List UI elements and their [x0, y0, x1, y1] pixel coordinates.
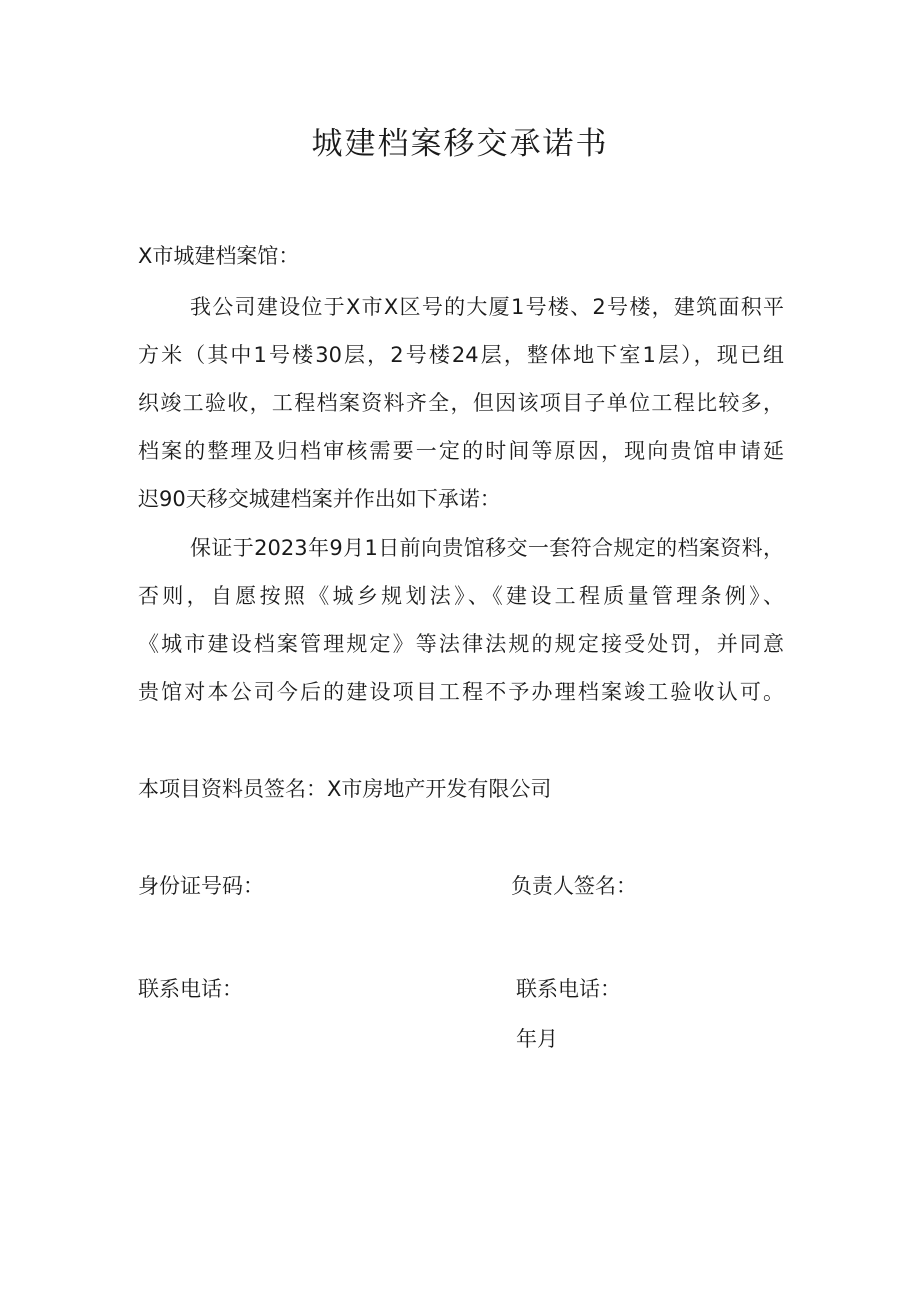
paragraph1-line-4: 档案的整理及归档审核需要一定的时间等原因，现向贵馆申请延: [138, 439, 784, 463]
clerk-signature: 本项目资料员签名：X市房地产开发有限公司: [138, 777, 552, 801]
paragraph2-line-3: 《城市建设档案管理规定》等法律法规的规定接受处罚，并同意: [138, 632, 784, 656]
id-number-label: 身份证号码：: [138, 874, 264, 898]
leader-signature-label: 负责人签名：: [511, 874, 637, 898]
paragraph1-line-1: 我公司建设位于X市X区号的大厦1号楼、2号楼，建筑面积平: [190, 295, 784, 319]
paragraph1-line-3: 织竣工验收，工程档案资料齐全，但因该项目子单位工程比较多，: [138, 391, 784, 415]
paragraph1-line-2: 方米（其中1号楼30层，2号楼24层，整体地下室1层），现已组: [138, 343, 784, 367]
paragraph1-line-5: 迟90天移交城建档案并作出如下承诺：: [138, 487, 501, 511]
paragraph2-line-2: 否则，自愿按照《城乡规划法》、《建设工程质量管理条例》、: [138, 584, 784, 608]
addressee: X市城建档案馆：: [138, 244, 300, 268]
document-title: 城建档案移交承诺书: [311, 126, 609, 162]
paragraph2-line-1: 保证于2023年9月1日前向贵馆移交一套符合规定的档案资料，: [190, 536, 784, 560]
phone-label-left: 联系电话：: [138, 977, 243, 1001]
date-label: 年月: [516, 1027, 558, 1051]
paragraph2-line-4: 贵馆对本公司今后的建设项目工程不予办理档案竣工验收认可。: [138, 680, 784, 704]
phone-label-right: 联系电话：: [516, 977, 621, 1001]
